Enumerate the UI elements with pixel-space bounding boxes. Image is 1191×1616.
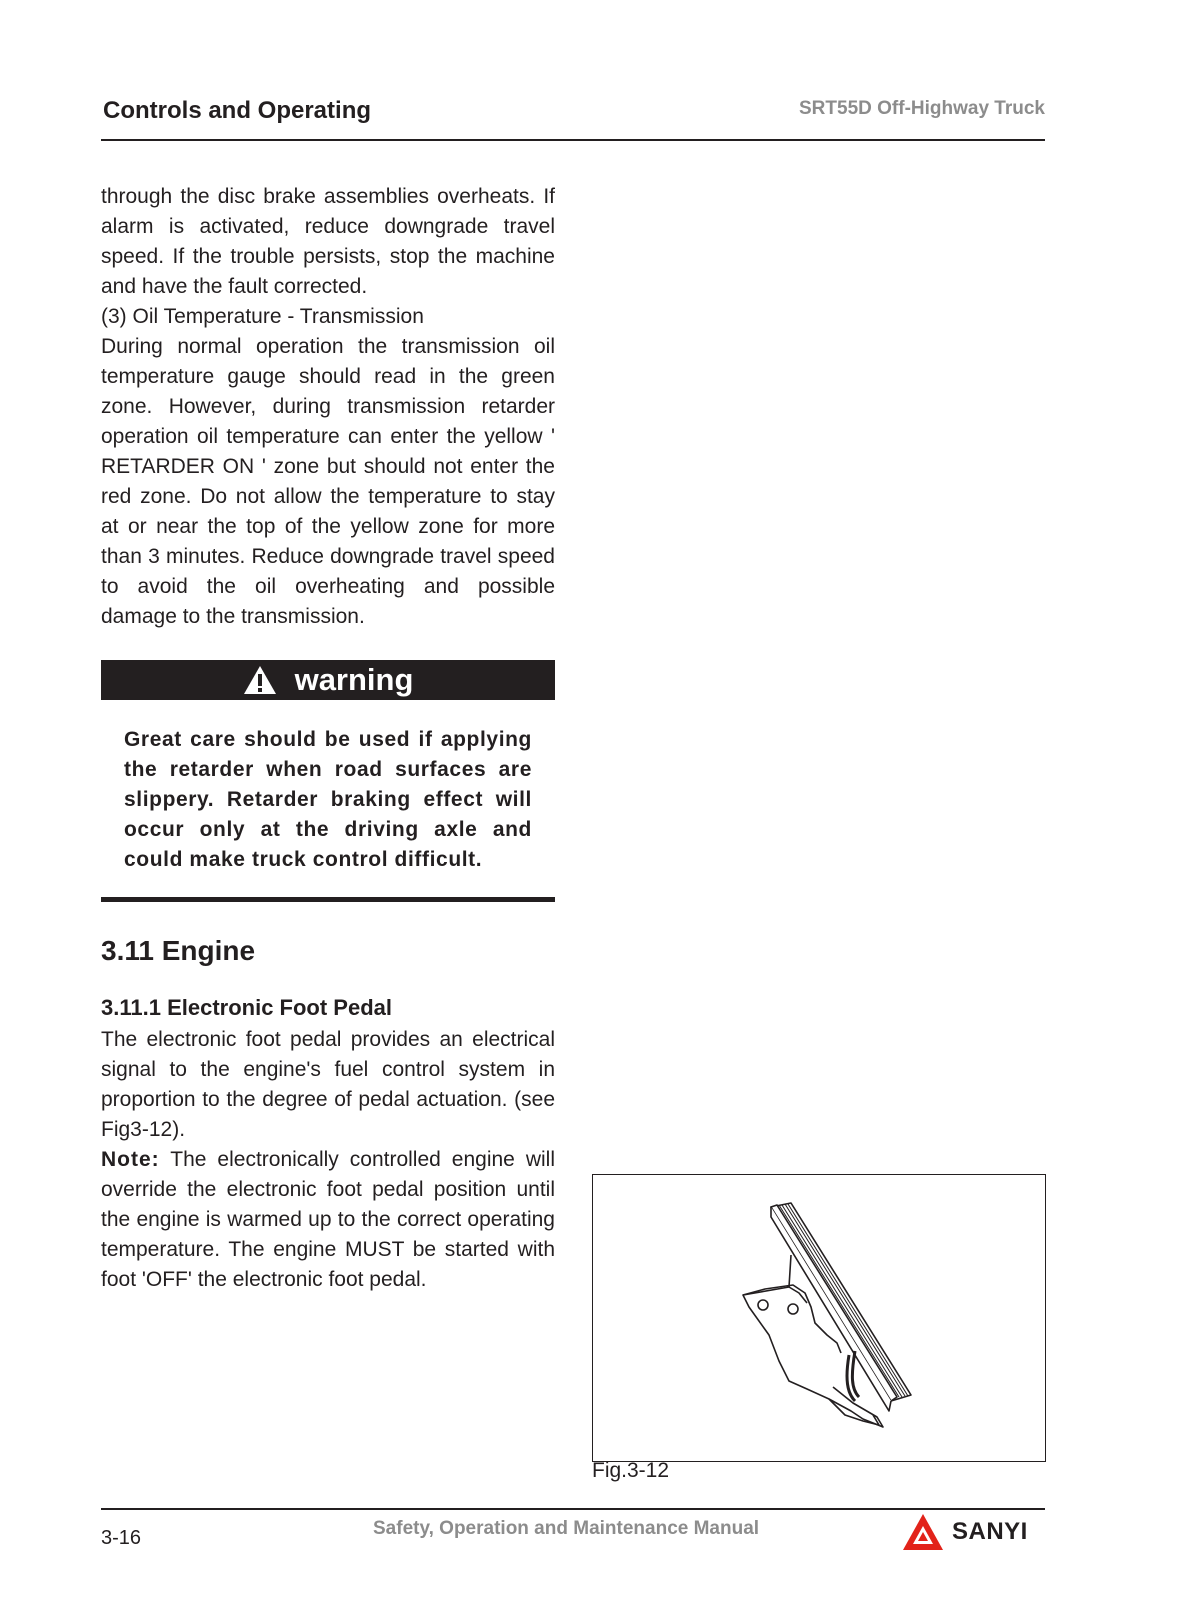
figure-caption: Fig.3-12 (592, 1459, 670, 1482)
warning-triangle-icon (243, 665, 277, 695)
page-number: 3-16 (101, 1527, 142, 1549)
warning-label: warning (294, 662, 414, 697)
header-doc-title: SRT55D Off-Highway Truck (799, 98, 1045, 119)
note-paragraph (101, 1145, 555, 1295)
section-body (101, 1025, 555, 1295)
note-label: Note: (101, 1148, 160, 1171)
header-rule (101, 139, 1045, 141)
sanyi-logo-icon (902, 1512, 944, 1552)
foot-pedal-icon (593, 1175, 1045, 1461)
paragraph-brake-overheat: through the disc brake assemblies overheats. If alarm is activated, reduce downgrade travel speed. If the trouble persists, stop the machine and have the fault corrected. (101, 185, 555, 298)
paragraph-foot-pedal: The electronic foot pedal provides an electrical signal to the engine's fuel control system in proportion to the degree of pedal actuation. (see Fig3-12). (101, 1028, 555, 1141)
body-text (101, 182, 555, 632)
item-oil-temperature-transmission: (3) Oil Temperature - Transmission (101, 305, 424, 328)
subsection-heading: 3.11.1 Electronic Foot Pedal (101, 995, 392, 1020)
warning-banner (101, 660, 555, 700)
header-section-title: Controls and Operating (103, 97, 372, 124)
brand-logo (902, 1512, 1028, 1552)
warning-text: Great care should be used if applying the retarder when road surfaces are slippery. Retarder braking effect will occur only at the driving axle and could make truck control difficult. (124, 728, 532, 871)
warning-bottom-rule (101, 897, 555, 902)
footer-manual-title: Safety, Operation and Maintenance Manual (373, 1518, 760, 1539)
note-text: The electronically controlled engine will override the electronic foot pedal position until the engine is warmed up to the correct operating temperature. The engine MUST be started with foot 'OFF' the electronic foot pedal. (101, 1148, 555, 1291)
section-heading: 3.11 Engine (101, 935, 256, 966)
brand-name: SANYI (952, 1518, 1028, 1545)
figure-frame (592, 1174, 1046, 1462)
footer-rule (101, 1508, 1045, 1510)
paragraph-transmission-oil: During normal operation the transmission oil temperature gauge should read in the green zone. However, during transmission retarder operation oil temperature can enter the yellow ' RETARDER ON ' zone but should not enter the red zone. Do not allow the temperature to stay at or near the top of the yellow zone for more than 3 minutes. Reduce downgrade travel speed to avoid the oil overheating and possible damage to the transmission. (101, 335, 555, 628)
